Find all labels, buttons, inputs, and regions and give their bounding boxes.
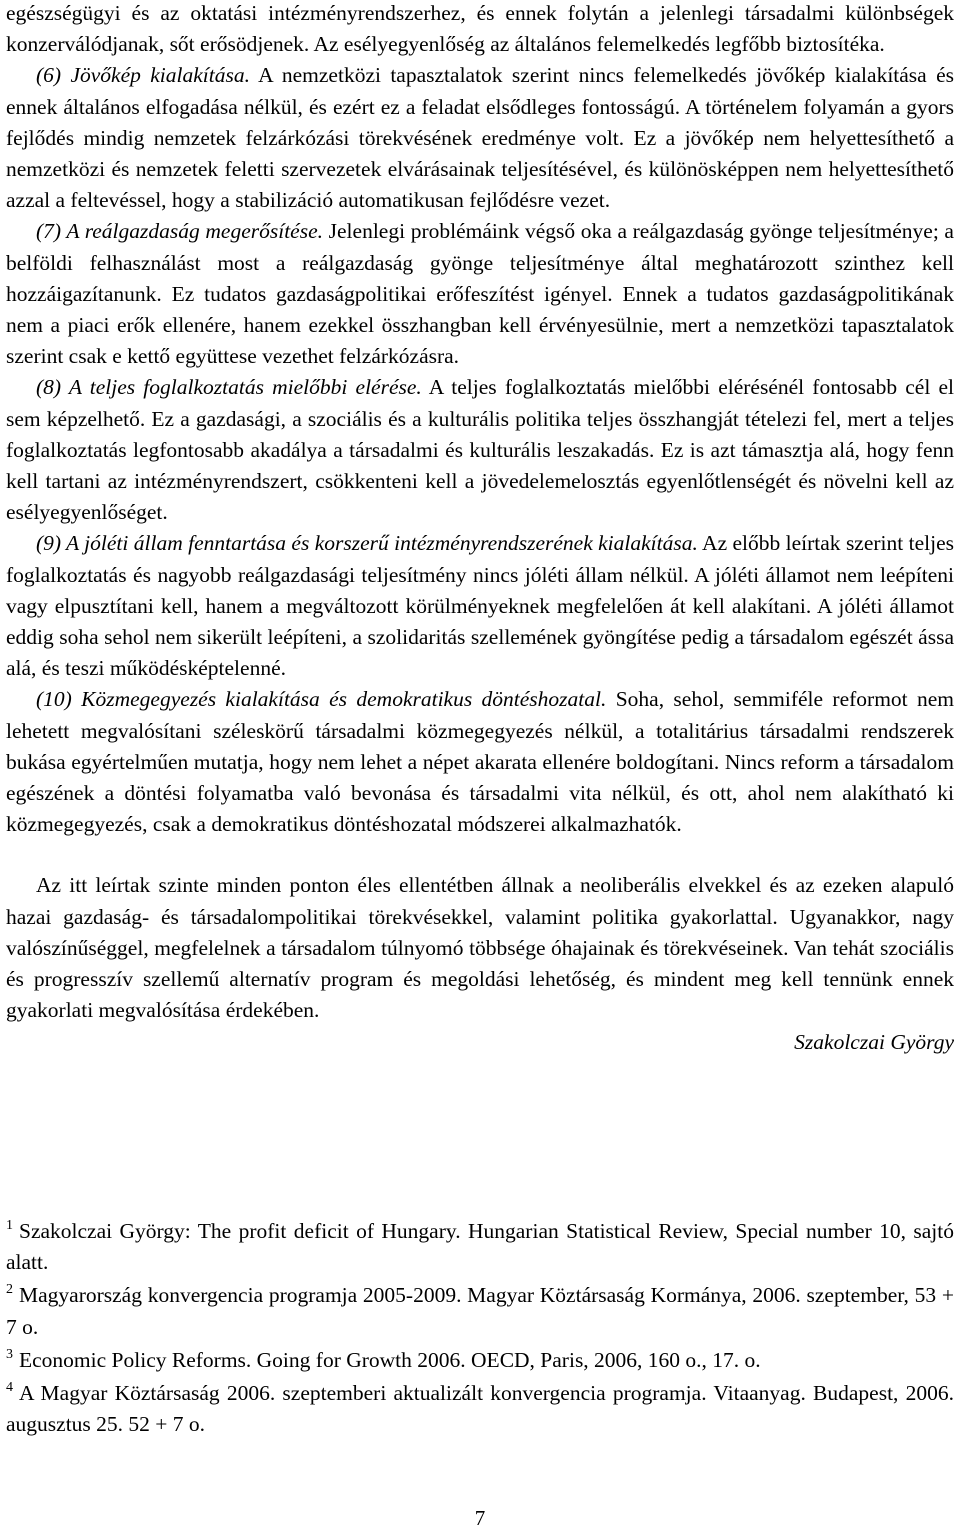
paragraph-text: Soha, sehol, semmiféle reformot nem lehetett megvalósítani széleskörű társadalmi közmegegyezés nélkül, a totalitárius társadalmi rendszerek bukása egyértelműen mutatja, hogy nem lehet a népet akarata ellenére boldogítani. Nincs reform a társadalom egészének a döntési folyamatba való bevonása és társadalmi vita nélkül, és ott, ahol nem alakítható ki közmegegyezés, csak a demokratikus döntéshozatal módszerei alkalmazhatók. — [6, 687, 954, 837]
footnote-text: A Magyar Köztársaság 2006. szeptemberi aktualizált konvergencia programja. Vitaanyag. Budapest, 2006. augusztus 25. 52 + 7 o. — [6, 1381, 954, 1437]
footnote-4 — [6, 1378, 954, 1440]
footnote-3 — [6, 1345, 954, 1376]
paragraph-title: (9) A jóléti állam fenntartása és korszerű intézményrendszerének kialakítása. — [36, 531, 698, 556]
paragraph-continuation — [6, 0, 954, 60]
paragraph-9 — [6, 528, 954, 684]
paragraph-text: Az előbb leírtak szerint teljes foglalkoztatás és nagyobb reálgazdasági teljesítmény nincs jóléti állam nélkül. A jóléti államot nem leépíteni vagy elpusztítani kell, hanem a megváltozott körülményeknek megfelelően át kell alakítani. A jóléti államot eddig soha sehol nem sikerült leépíteni, a szolidaritás szellemének gyöngítése pedig a társadalom egészét ássa alá, és teszi működésképtelenné. — [6, 531, 954, 681]
paragraph-title: (7) A reálgazdaság megerősítése. — [36, 219, 324, 244]
paragraph-text: A teljes foglalkoztatás mielőbbi elérésénél fontosabb cél el sem képzelhető. Ez a gazdasági, a szociális és a kulturális politika teljes összhangját tételezi fel, mert a teljes foglalkoztatás legfontosabb akadálya a társadalmi és kulturális leszakadás. Ez is azt támasztja alá, hogy fenn kell tartani az intézményrendszert, csökkenteni kell a jövedelemelosztás egyenlőtlenségét és növelni kell az esélyegyenlőséget. — [6, 375, 955, 525]
author-signature: Szakolczai György — [794, 1029, 954, 1054]
closing-paragraph: Az itt leírtak szinte minden ponton éles ellentétben állnak a neoliberális elvekkel és az ezeken alapuló hazai gazdaság- és társadalompolitikai törekvésekkel, valamint politika gyakorlattal. Ugyanakkor, nagy valószínűséggel, megfelelnek a társadalom túlnyomó többsége óhajainak és törekvéseinek. Van tehát szociális és progresszív szellemű alternatív program és megoldási lehetőség, és mindent meg kell tennünk ennek gyakorlati megvalósítása érdekében. — [6, 873, 954, 1023]
paragraph-text: Jelenlegi problémáink végső oka a reálgazdaság gyönge teljesítménye; a belföldi felhasználást most a reálgazdaság gyönge teljesítménye által meghatározott szinthez kell hozzáigazítanunk. Ez tudatos gazdaságpolitikai erőfeszítést igényel. Ennek a tudatos gazdaságpolitikának nem a piaci erők ellenére, hanem ezekkel összhangban kell érvényesülnie, mert a nemzetközi tapasztalatok szerint csak e kettő együttese vezethet felzárkózásra. — [6, 219, 954, 369]
paragraph-8 — [6, 372, 954, 528]
footnote-number: 2 — [6, 1282, 13, 1298]
main-text — [6, 0, 954, 1058]
footnote-number: 4 — [6, 1380, 13, 1396]
footnote-number: 1 — [6, 1218, 13, 1233]
footnote-2 — [6, 1280, 954, 1342]
paragraph-text: A nemzetközi tapasztalatok szerint nincs felemelkedés jövőkép kialakítása és ennek általános elfogadása nélkül, és ezért ez a feladat elsődleges fontosságú. A történelem folyamán a gyors fejlődés mindig nemzetek felzárkózási törekvésének eredménye volt. Ez a jövőkép nem helyettesíthető a nemzetközi és nemzetek feletti szervezetek elvárásainak teljesítésével, és különösképpen nem helyettesíthető azzal a feltevéssel, hogy a stabilizáció automatikusan fejlődésre vezet. — [6, 63, 954, 213]
paragraph-10 — [6, 684, 954, 840]
paragraph-title: (8) A teljes foglalkoztatás mielőbbi elérése. — [36, 375, 422, 400]
paragraph-title: (6) Jövőkép kialakítása. — [36, 63, 250, 88]
paragraph-6 — [6, 60, 954, 216]
paragraph-text: egészségügyi és az oktatási intézményrendszerhez, és ennek folytán a jelenlegi társadalmi különbségek konzerválódjanak, sőt erősödjenek. Az esélyegyenlőség az általános felemelkedés legfőbb biztosítéka. — [6, 1, 954, 57]
paragraph-title: (10) Közmegegyezés kialakítása és demokratikus döntéshozatal. — [36, 687, 607, 712]
footnote-number: 3 — [6, 1346, 13, 1362]
paragraph-7 — [6, 216, 954, 372]
footnote-text: Economic Policy Reforms. Going for Growth 2006. OECD, Paris, 2006, 160 o., 17. o. — [19, 1347, 761, 1372]
footnote-text: Magyarország konvergencia programja 2005-2009. Magyar Köztársaság Kormánya, 2006. szeptember, 53 + 7 o. — [6, 1283, 954, 1339]
footnote-text: Szakolczai György: The profit deficit of Hungary. Hungarian Statistical Review, Special number 10, sajtó alatt. — [6, 1219, 954, 1275]
footnotes — [6, 1216, 954, 1442]
page-number: 7 — [474, 1506, 486, 1530]
footnote-1 — [6, 1216, 954, 1278]
